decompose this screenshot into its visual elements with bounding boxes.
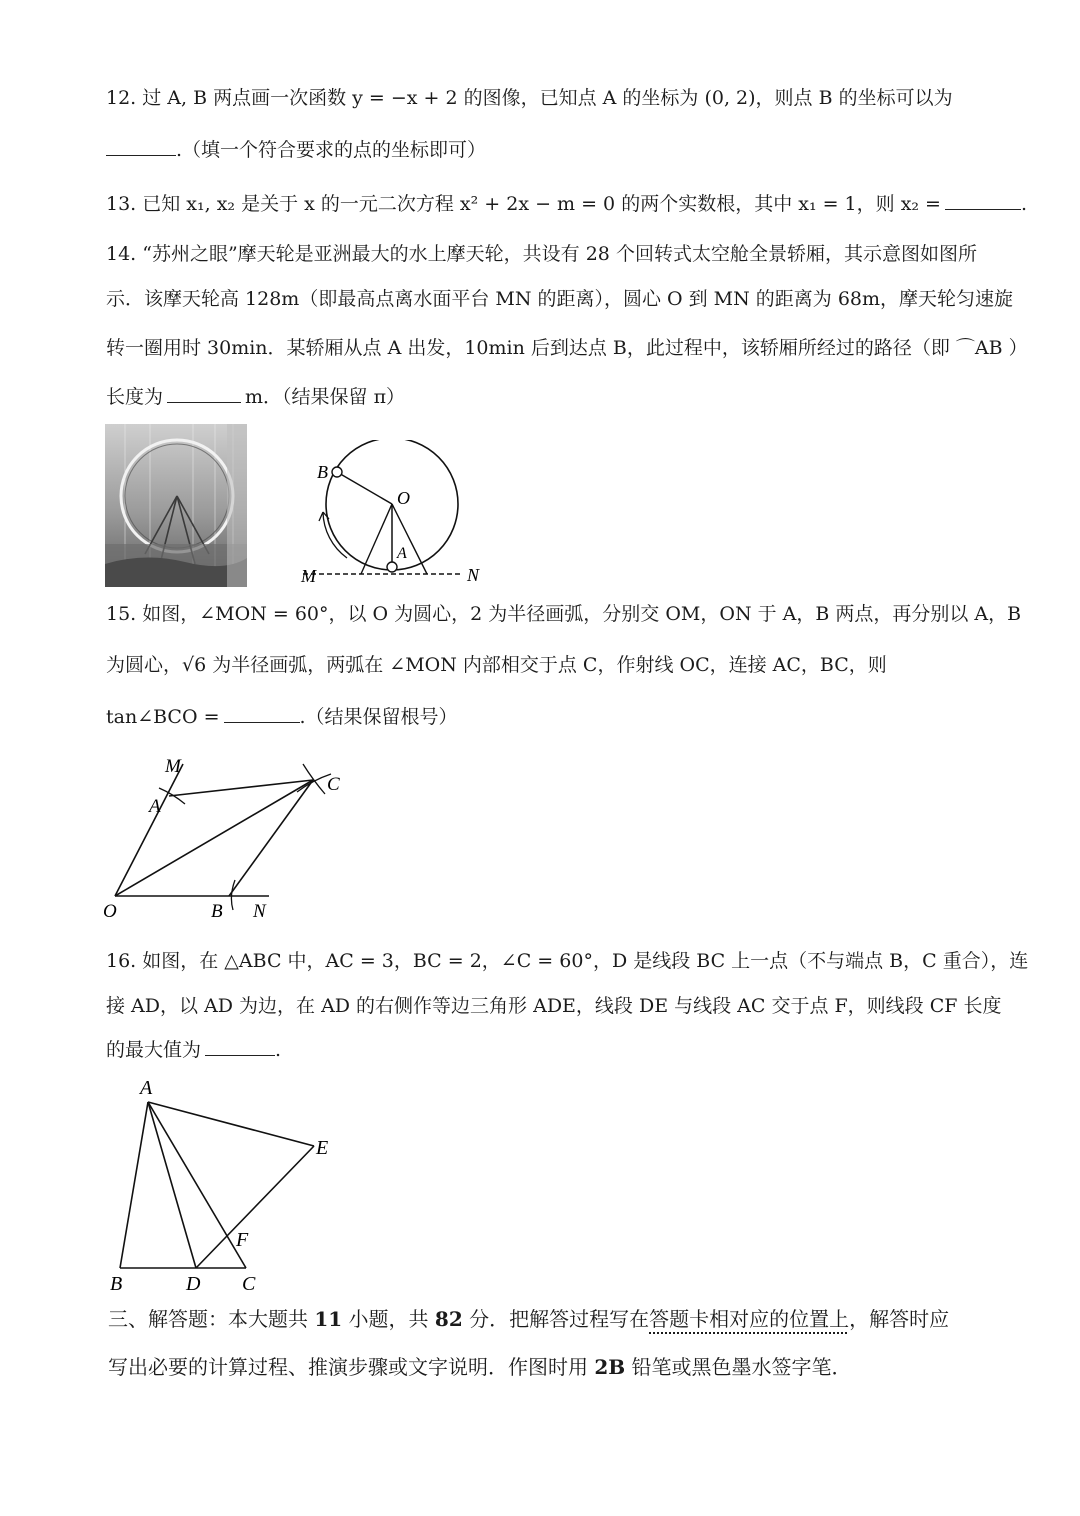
segment-ac [169,780,313,796]
q13-answer-blank [945,191,1021,210]
section3-pencil-grade: 2B [594,1355,626,1379]
q15-line3-post: .（结果保留根号） [299,706,458,728]
q12-answer-blank [106,137,176,156]
segment-ac [148,1102,246,1268]
q13-text: 13. 已知 x₁, x₂ 是关于 x 的一元二次方程 x² + 2x − m = 0 的两个实数根，其中 x₁ = 1，则 x₂ = [106,193,941,215]
q14-answer-blank [167,384,241,403]
q16-line3 [106,1036,281,1064]
label-c: C [327,774,340,795]
q14-line3: 转一圈用时 30min．某轿厢从点 A 出发，10min 后到达点 B，此过程中，该轿厢所经过的路径（即 ⌒AB ） [106,337,1028,359]
label-f: F [236,1229,249,1251]
segment-ab [120,1102,148,1268]
q14-figure [295,440,485,590]
label-a: A [140,1077,153,1099]
section3-line1 [108,1305,949,1333]
section3-emphasis: 答题卡相对应的位置上 [649,1307,850,1331]
q16-line3-post: . [275,1039,282,1061]
arc-mark-b [231,880,235,910]
q16-line1: 16. 如图，在 △ABC 中，AC = 3，BC = 2，∠C = 60°，D 是线段 BC 上一点（不与端点 B，C 重合），连 [106,950,1029,972]
label-b: B [110,1273,123,1295]
support-left [361,504,392,574]
label-a: A [397,545,407,562]
section3-line2 [108,1353,852,1381]
q14-line4-post: m．（结果保留 π） [245,386,406,408]
label-m: M [301,566,316,586]
section3-question-count: 11 [314,1307,343,1331]
section3-text-f: 铅笔或黑色墨水签字笔． [625,1355,852,1379]
segment-ae [148,1102,314,1146]
label-n: N [467,565,480,585]
q15-line3-pre: tan∠BCO = [106,706,220,728]
section3-text-d: ，解答时应 [849,1307,950,1331]
q16-line3-pre: 的最大值为 [106,1039,202,1061]
section3-text-b: 小题，共 [342,1307,435,1331]
q15-line1: 15. 如图，∠MON = 60°，以 O 为圆心，2 为半径画弧，分别交 OM，ON 于 A，B 两点，再分别以 A，B [106,603,1022,625]
q12-line2-text: .（填一个符合要求的点的坐标即可） [176,139,487,161]
section3-score: 82 [434,1307,463,1331]
segment-ad [148,1102,196,1268]
section3-text-c: 分．把解答过程写在 [462,1307,650,1331]
label-d: D [186,1273,201,1295]
arc-mark-c2 [297,774,331,792]
q12-line2 [106,136,486,164]
label-o: O [397,488,410,508]
q12-line1: 12. 过 A, B 两点画一次函数 y = −x + 2 的图像，已知点 A 的坐标为 (0, 2)，则点 B 的坐标可以为 [106,87,953,109]
section3-text-e: 写出必要的计算过程、推演步骤或文字说明．作图时用 [108,1355,595,1379]
segment-de [196,1146,314,1268]
label-e: E [316,1137,329,1159]
q16-answer-blank [205,1037,275,1056]
label-o: O [103,901,117,922]
label-n: N [253,901,266,922]
label-c: C [242,1273,256,1295]
label-b: B [317,462,328,482]
q14-line2: 示．该摩天轮高 128m（即最高点离水面平台 MN 的距离），圆心 O 到 MN 的距离为 68m，摩天轮匀速旋 [106,288,1014,310]
ferris-wheel-photo [105,424,247,587]
label-b: B [211,901,223,922]
q15-figure [95,750,365,925]
q14-line1: 14. “苏州之眼”摩天轮是亚洲最大的水上摩天轮，共设有 28 个回转式太空舱全景轿厢，其示意图如图所 [106,243,977,265]
q16-figure [100,1070,350,1295]
q16-line2: 接 AD，以 AD 为边，在 AD 的右侧作等边三角形 ADE，线段 DE 与线段 AC 交于点 F，则线段 CF 长度 [106,995,1002,1017]
rotation-arc [323,512,347,558]
q15-line2: 为圆心，√6 为半径画弧，两弧在 ∠MON 内部相交于点 C，作射线 OC，连接 AC，BC，则 [106,654,887,676]
segment-bc [229,780,313,896]
q15-line3 [106,703,458,731]
q14-line4-pre: 长度为 [106,386,164,408]
q13-end: . [1020,193,1028,215]
q13-line1 [106,190,1027,218]
label-a: A [149,796,161,817]
section3-text-a: 三、解答题：本大题共 [108,1307,315,1331]
support-right [392,504,427,574]
q14-line4 [106,383,405,411]
segment-ob [337,472,392,504]
label-m: M [165,756,181,777]
cabin-b [332,467,342,477]
cabin-a [387,562,397,572]
q15-answer-blank [224,704,300,723]
